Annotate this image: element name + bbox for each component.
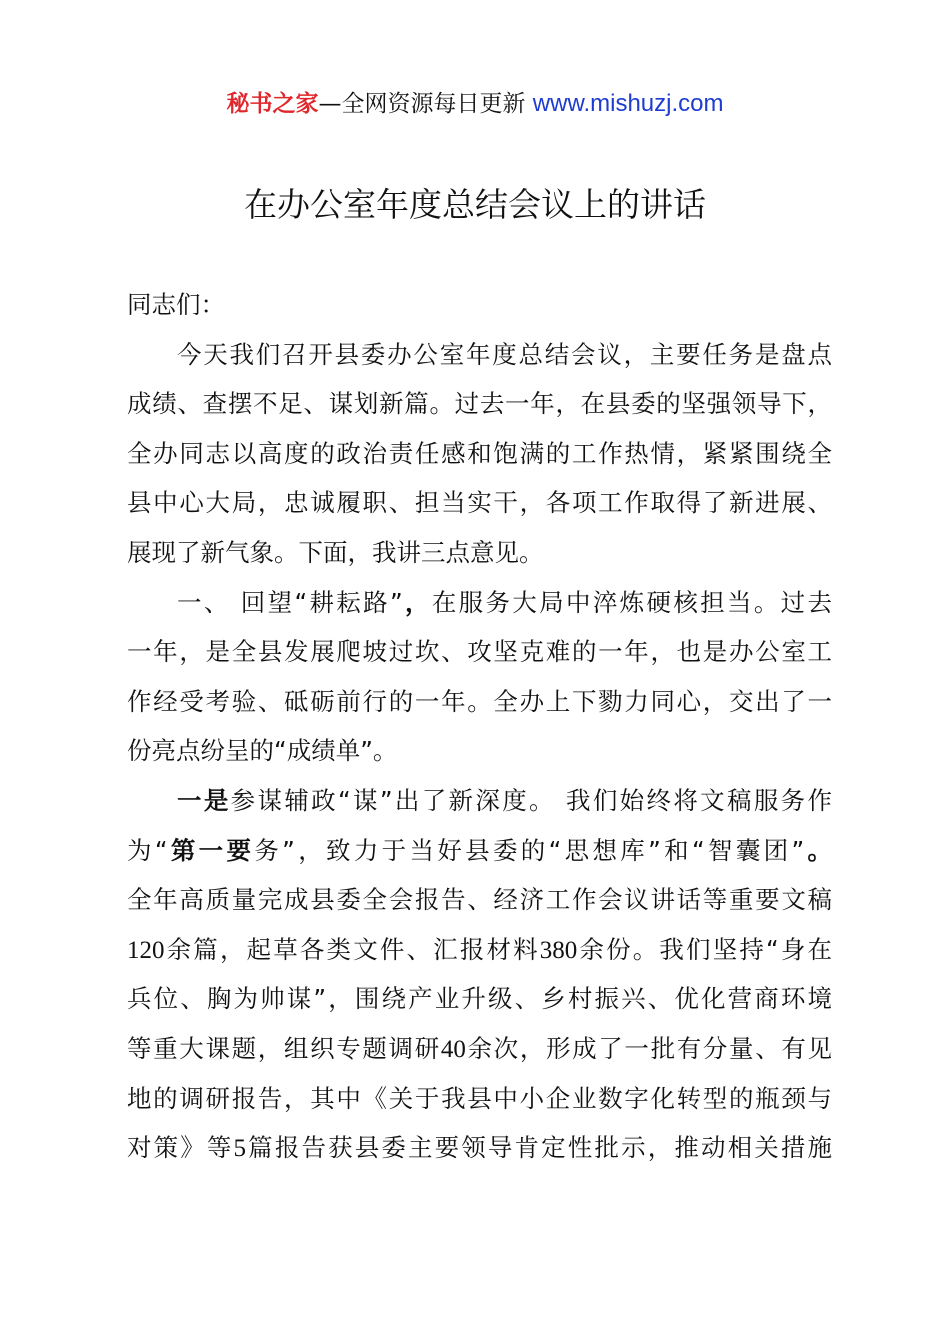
bold-period: 。 [804,835,832,865]
number-run: 5 [233,1135,247,1163]
text-run: 余份。我们坚持“身在 [577,934,832,964]
number-run: 120 [127,936,165,964]
paragraph-line [127,1123,832,1173]
bold-phrase: 第一要 [167,835,255,865]
text-run: 余篇，起草各类文件、汇报材料 [164,934,540,964]
point-lead-text: 参谋辅政“谋”出了新深度。 我们始终将文稿服务作 [230,785,833,815]
document-body [127,280,832,1173]
section-one [127,578,832,776]
paragraph-line: 县中心大局，忠诚履职、担当实干，各项工作取得了新进展、 [127,488,832,518]
section-heading: 一、 回望“耕耘路” [177,587,403,617]
paragraph-line: 全办同志以高度的政治责任感和饱满的工作热情，紧紧围绕全 [127,438,832,468]
site-url-link[interactable]: www.mishuzj.com [532,90,724,117]
paragraph-line: 一年，是全县发展爬坡过坎、攻坚克难的一年，也是办公室工 [127,637,832,667]
section-heading-text: 在服务大局中淬炼硬核担当。过去 [431,587,832,617]
number-run: 380 [539,936,578,964]
paragraph-line [127,925,832,975]
point-one [127,776,832,1173]
paragraph-line: 作经受考验、砥砺前行的一年。全办上下勠力同心，交出了一 [127,686,832,716]
text-run: 余次，形成了一批有分量、有见 [465,1033,833,1063]
text-run: 等重大课题，组织专题调研 [127,1033,441,1063]
paragraph-line: 份亮点纷呈的“成绩单”。 [127,736,398,766]
text-run: 为“ [127,835,168,865]
text-run: 对策》等 [127,1133,234,1163]
point-lead-line [127,776,832,826]
text-run: 务”，致力于当好县委的“思想库”和“智囊团” [254,835,805,865]
site-tagline: —全网资源每日更新 [318,91,526,117]
paragraph-line: 展现了新气象。下面，我讲三点意见。 [127,537,544,567]
paragraph-line: 地的调研报告，其中《关于我县中小企业数字化转型的瓶颈与 [127,1083,832,1113]
paragraph-line: 全年高质量完成县委全会报告、经济工作会议讲话等重要文稿 [127,885,832,915]
paragraph-intro [127,330,832,578]
number-run: 40 [440,1035,466,1063]
paragraph-line: 今天我们召开县委办公室年度总结会议，主要任务是盘点 [177,339,832,369]
paragraph-line: 兵位、胸为帅谋”，围绕产业升级、乡村振兴、优化营商环境 [127,984,832,1014]
site-header [0,84,950,124]
salutation: 同志们： [127,290,225,319]
paragraph-line [127,826,832,876]
heading-comma: ， [402,587,432,617]
paragraph-line: 成绩、查摆不足、谋划新篇。过去一年，在县委的坚强领导下， [127,389,832,419]
site-brand: 秘书之家 [226,91,319,117]
document-title: 在办公室年度总结会议上的讲话 [244,185,706,224]
point-lead: 一是 [177,785,231,815]
section-heading-line [127,578,832,628]
text-run: 篇报告获县委主要领导肯定性批示，推动相关措施 [246,1133,833,1163]
paragraph-line [127,1024,832,1074]
